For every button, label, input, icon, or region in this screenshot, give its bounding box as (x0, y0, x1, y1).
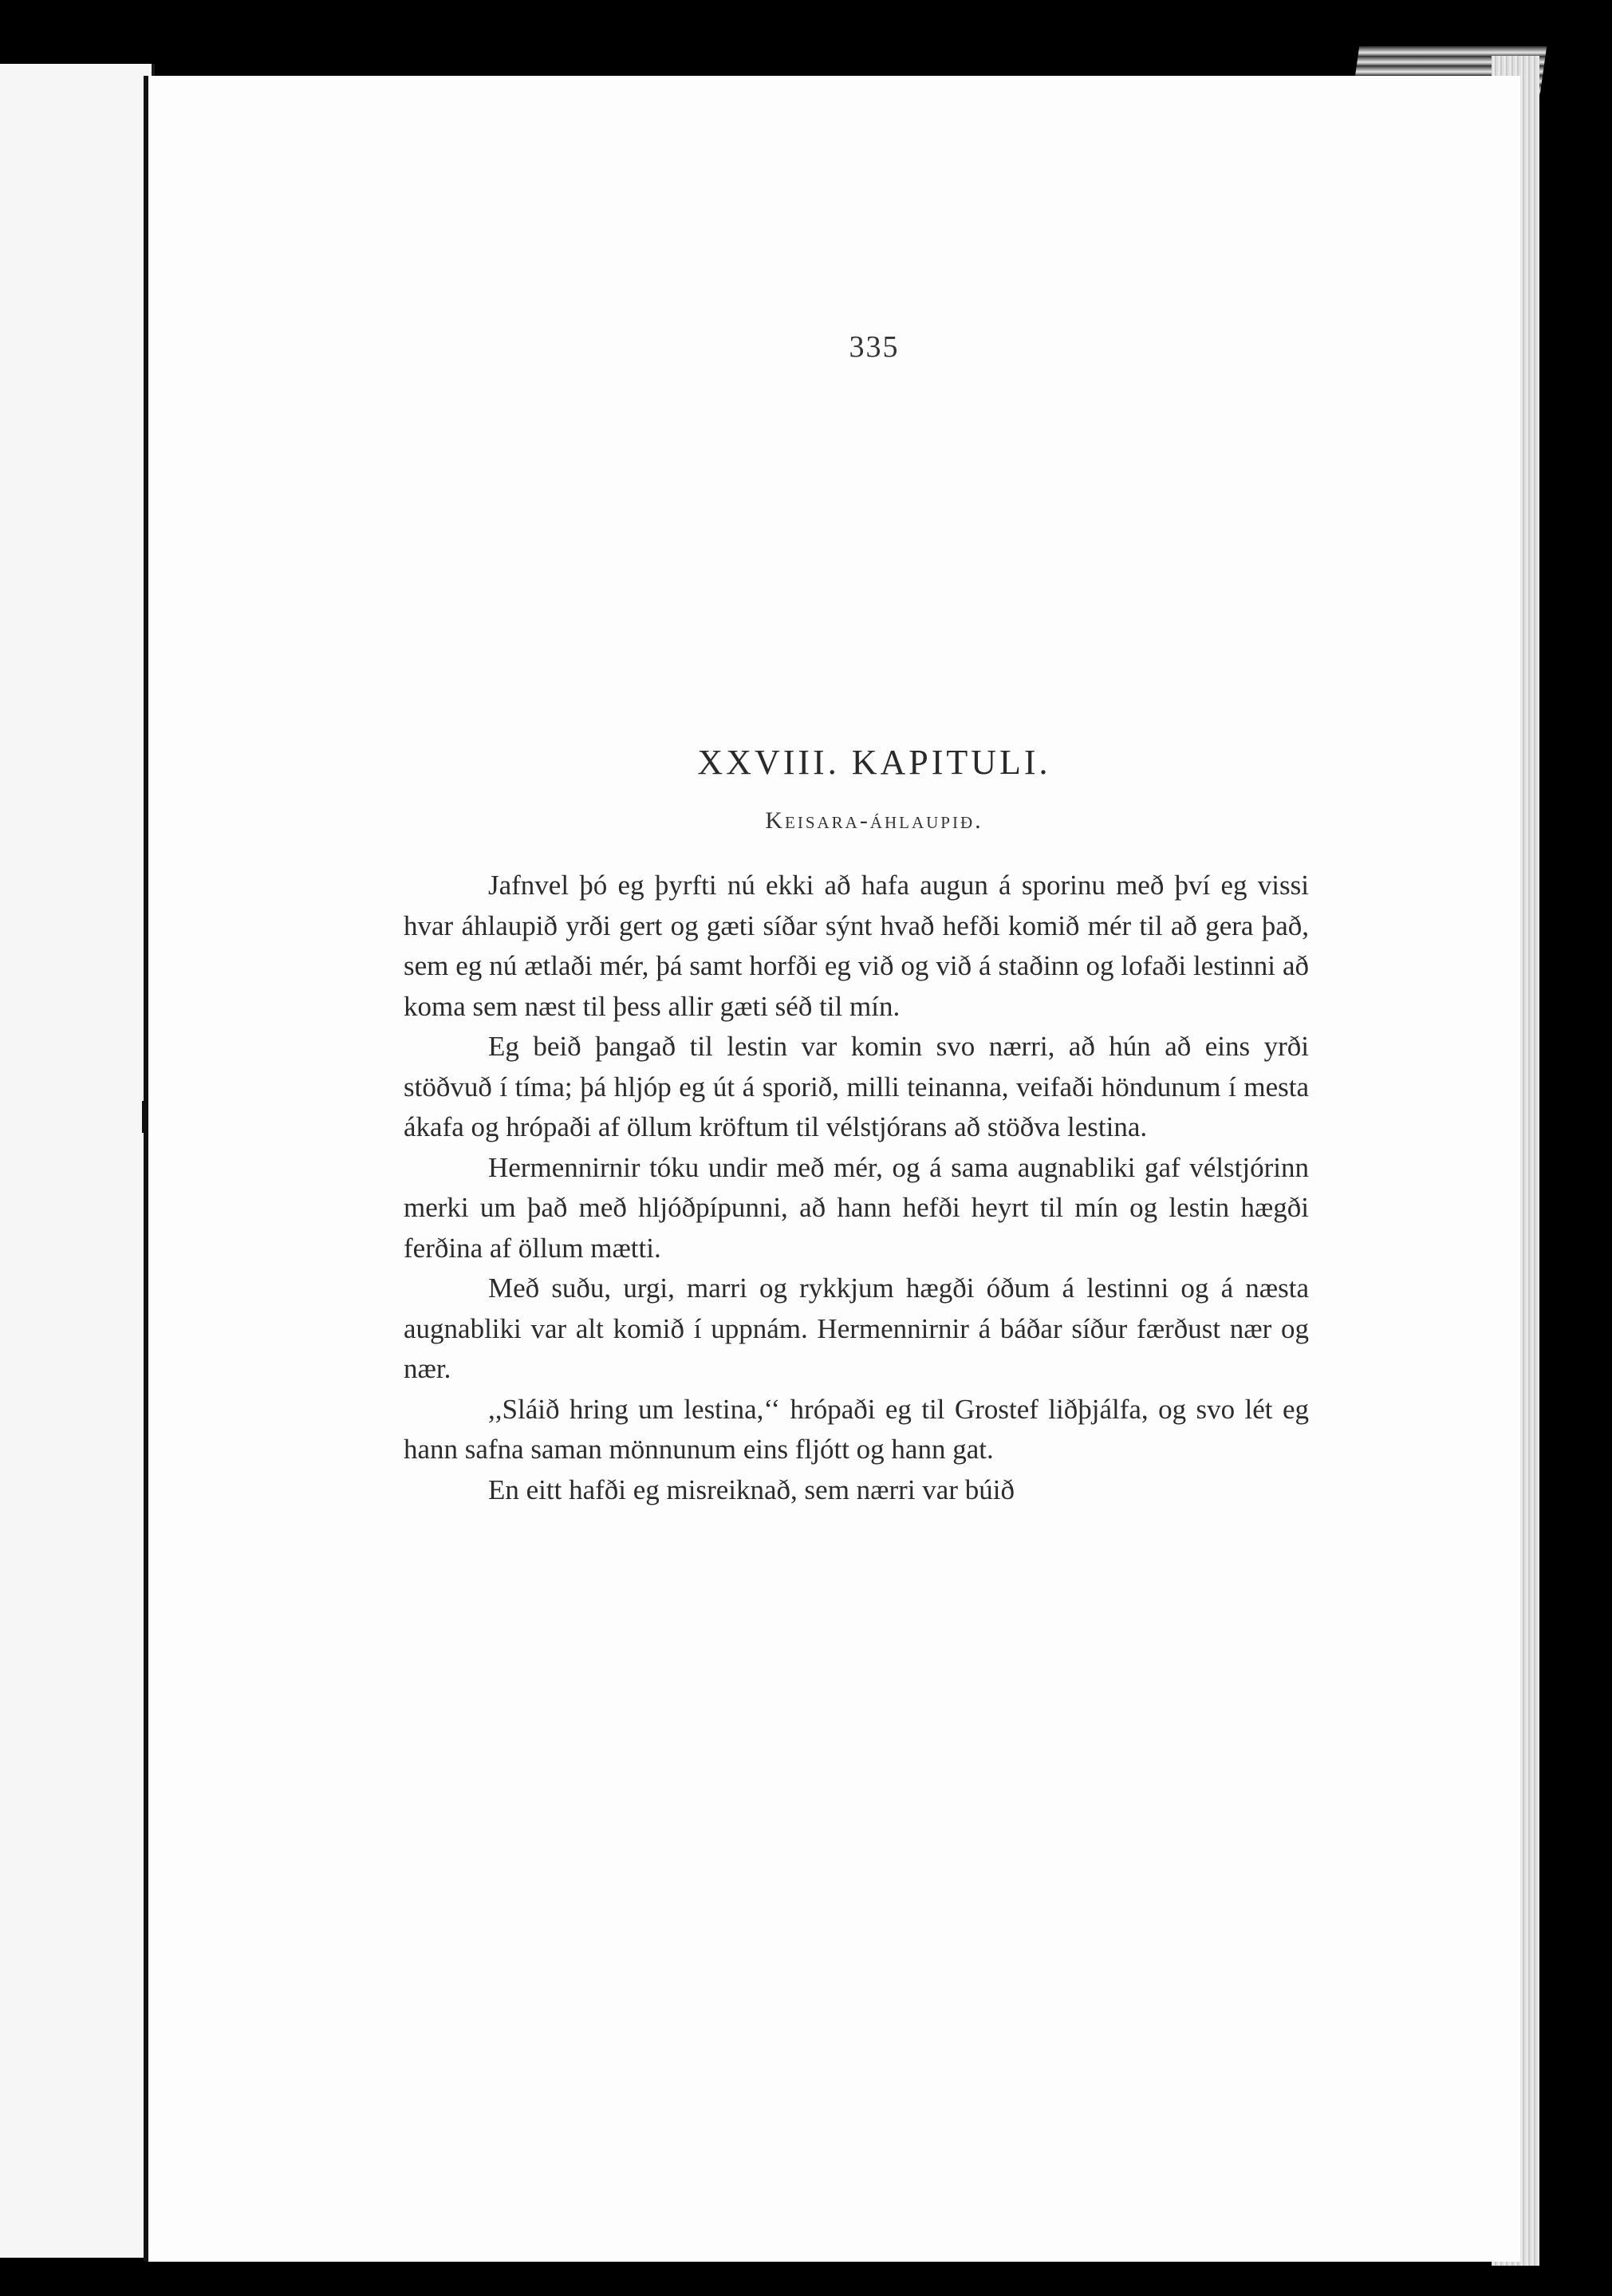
paragraph: ,,Sláið hring um lestina,‘‘ hrópaði eg til Grostef liðþjálfa, og svo lét eg hann safna saman mönnunum eins fljótt og hann gat. (404, 1393, 1309, 1465)
left-page-edge (0, 64, 155, 2258)
paragraph: Hermennirnir tóku undir með mér, og á sama augnabliki gaf vélstjórinn merki um það með hljóðpípunni, að hann hefði heyrt til mín og lestin hægði ferðina af öllum mætti. (404, 1151, 1309, 1264)
book-page (144, 76, 1520, 2262)
chapter-title: XXVIII. KAPITULI. (697, 743, 1051, 782)
chapter-subtitle: Keisara-áhlaupið. (765, 807, 983, 834)
body-text (404, 866, 1309, 1510)
paragraph: En eitt hafði eg misreiknað, sem nærri var búið (488, 1473, 1015, 1505)
page-number: 335 (849, 330, 900, 364)
paragraph: Með suðu, urgi, marri og rykkjum hægði óðum á lestinni og á næsta augnabliki var alt komið í uppnám. Hermennirnir á báðar síður færðust nær og nær. (404, 1272, 1309, 1384)
paragraph: Jafnvel þó eg þyrfti nú ekki að hafa augun á sporinu með því eg vissi hvar áhlaupið yrði gert og gæti síðar sýnt hvað hefði komið mér til að gera það, sem eg nú ætlaði mér, þá samt horfði eg við og við á staðinn og lofaði lestinni að koma sem næst til þess allir gæti séð til mín. (404, 870, 1309, 1022)
paragraph: Eg beið þangað til lestin var komin svo nærri, að hún að eins yrði stöðvuð í tíma; þá hljóp eg út á sporið, milli teinanna, veifaði höndunum í mesta ákafa og hrópaði af öllum kröftum til vélstjórans að stöðva lestina. (404, 1031, 1309, 1142)
